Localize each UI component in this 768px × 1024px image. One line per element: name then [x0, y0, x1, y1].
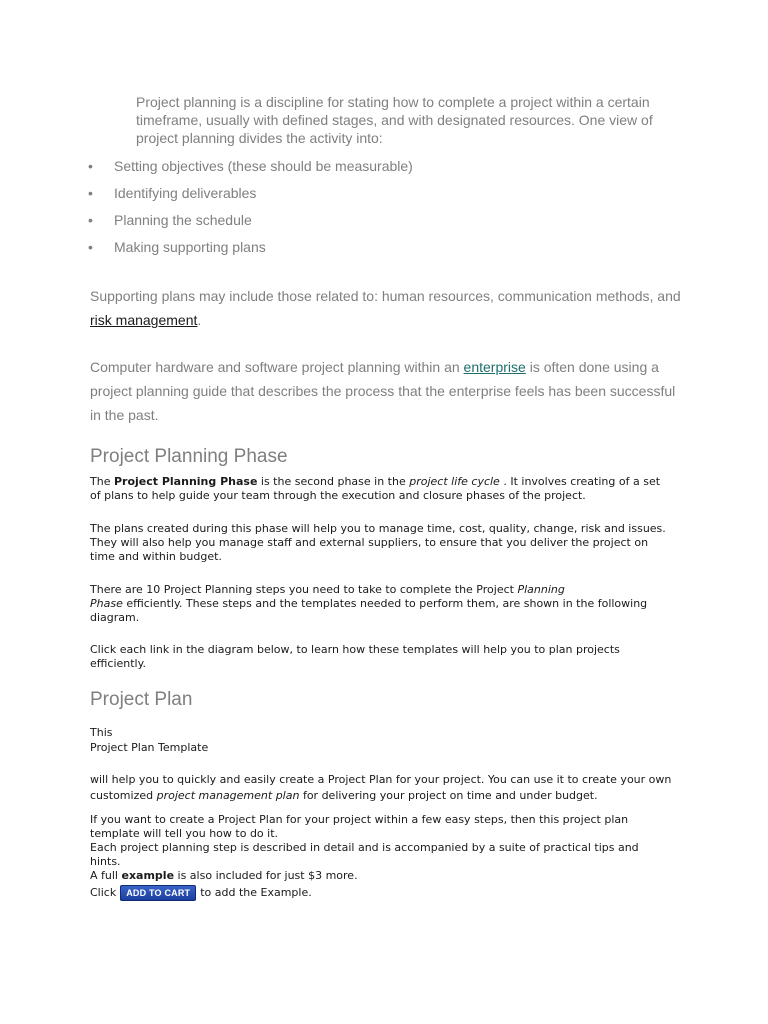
text: The — [90, 475, 114, 488]
bullet-icon: • — [88, 239, 93, 255]
computer-planning-paragraph — [90, 355, 690, 427]
phase-term: Phase — [90, 597, 123, 610]
text: is the second phase in the — [257, 475, 410, 488]
steps-detail-paragraph — [90, 813, 670, 869]
text: will help you to quickly and easily create a Project Plan for your project. You can use it to create your own customized — [90, 773, 672, 802]
text: is also included for just $3 more. — [174, 869, 358, 882]
text: to add the Example. — [200, 886, 312, 899]
list-item-text: Planning the schedule — [114, 212, 252, 228]
enterprise-link[interactable]: enterprise — [463, 359, 526, 375]
phase-name: Project Planning Phase — [113, 475, 258, 488]
add-to-cart-line — [90, 883, 312, 903]
objectives-list — [88, 157, 688, 265]
add-to-cart-button[interactable]: ADD TO CART — [120, 885, 196, 901]
supporting-plans-paragraph — [90, 284, 690, 332]
example-offer — [90, 869, 358, 883]
click-label: Click — [90, 886, 117, 899]
bullet-icon: • — [88, 212, 93, 228]
bullet-icon: • — [88, 185, 93, 201]
text: A full — [90, 869, 122, 882]
list-item — [88, 211, 688, 238]
bullet-icon: • — [88, 158, 93, 174]
computer-text: Computer hardware and software project planning within an — [90, 359, 464, 375]
template-description-paragraph — [90, 772, 690, 804]
text: . It involves creating of a set of plans to help guide your team through the execution and closure phases of the project. — [90, 475, 661, 502]
list-item — [88, 238, 688, 265]
text: efficiently. These steps and the templates needed to perform them, are shown in the following diagram. — [90, 597, 648, 624]
list-item-text: Setting objectives (these should be measurable) — [114, 158, 413, 174]
supporting-text: Supporting plans may include those related to: human resources, communication methods, and — [90, 288, 681, 304]
example-term: example — [121, 869, 175, 882]
planning-term: Planning — [517, 583, 565, 596]
text: If you want to create a Project Plan for your project within a few easy steps, then this project plan template will tell you how to do it. — [90, 813, 629, 840]
phase-intro-paragraph — [90, 475, 670, 503]
list-item-text: Making supporting plans — [114, 239, 266, 255]
supporting-end: . — [197, 312, 202, 328]
list-item — [88, 184, 688, 211]
plan-heading: Project Plan — [90, 689, 193, 710]
phase-heading: Project Planning Phase — [90, 446, 288, 467]
steps-paragraph — [90, 583, 670, 625]
template-name: Project Plan Template — [90, 741, 209, 754]
plans-paragraph: The plans created during this phase will help you to manage time, cost, quality, change, risk and issues. They will also help you manage staff and external suppliers, to ensure that you deliver the project on time and within budget. — [90, 522, 666, 563]
this-label: This — [90, 726, 113, 739]
life-cycle-term: project life cycle — [409, 475, 500, 488]
computer-text-end: is often done using a project planning guide that describes the process that the enterprise feels has been successful in the past. — [90, 359, 676, 423]
text: for delivering your project on time and under budget. — [299, 789, 598, 802]
list-item-text: Identifying deliverables — [114, 185, 257, 201]
intro-paragraph: Project planning is a discipline for stating how to complete a project within a certain timeframe, usually with defined stages, and with designated resources. One view of project planning divides the activity into: — [136, 94, 653, 146]
risk-management-link[interactable]: risk management — [90, 312, 198, 328]
list-item — [88, 157, 688, 184]
pm-plan-term: project management plan — [156, 789, 300, 802]
diagram-instructions-paragraph: Click each link in the diagram below, to learn how these templates will help you to plan projects efficiently. — [90, 643, 620, 670]
text: Each project planning step is described in detail and is accompanied by a suite of practical tips and hints. — [90, 841, 639, 868]
text: There are 10 Project Planning steps you need to take to complete the Project — [90, 583, 518, 596]
